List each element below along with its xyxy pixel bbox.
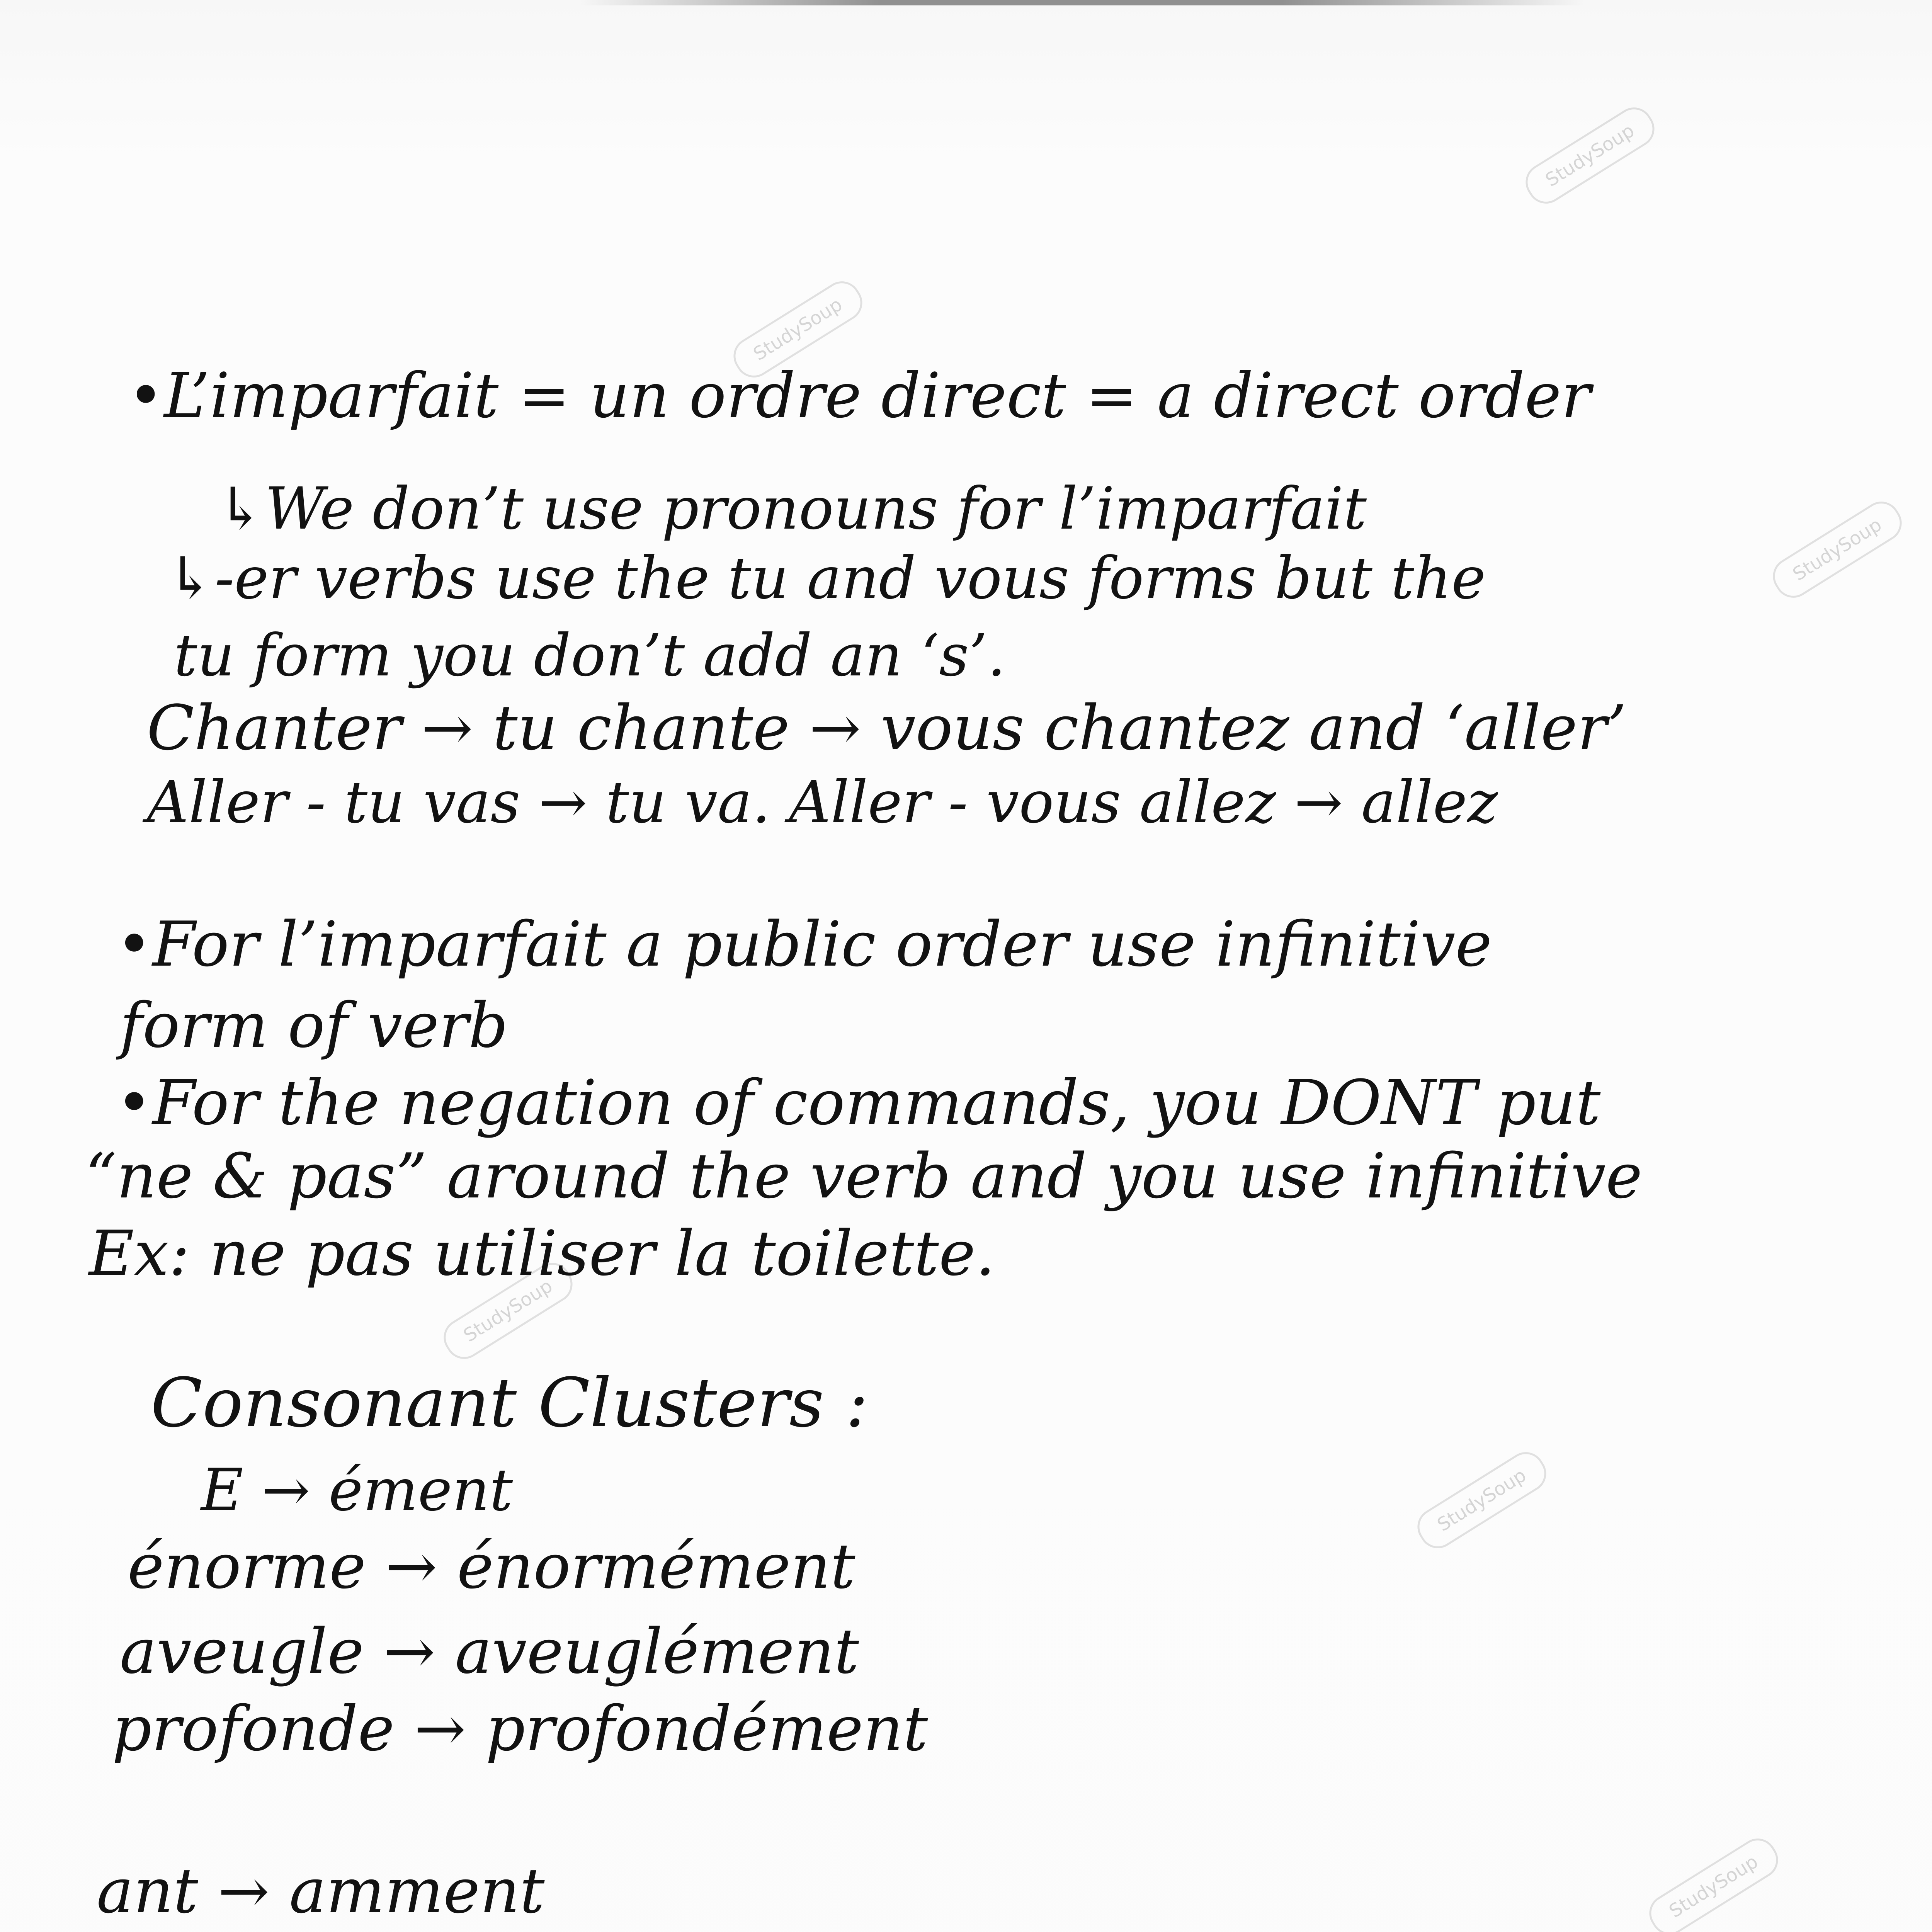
section-heading: Consonant Clusters : [151,1364,869,1442]
note-line: Chanter → tu chante → vous chantez and ‘aller’ [147,692,1627,764]
rule-line: ant → amment [97,1855,545,1927]
note-line: tu form you don’t add an ‘s’. [174,622,1006,689]
watermark-badge: StudySoup [726,274,869,384]
note-line: “ne & pas” around the verb and you use infinitive [85,1140,1643,1212]
watermark-badge: StudySoup [437,1256,579,1366]
watermark-badge: StudySoup [1519,100,1661,211]
note-line: ↳-er verbs use the tu and vous forms but the [166,545,1486,612]
note-line: Ex: ne pas utiliser la toilette. [89,1217,995,1289]
example-line: énorme → énormément [128,1530,855,1602]
watermark-badge: StudySoup [1410,1445,1553,1555]
watermark-badge: StudySoup [1766,495,1908,605]
example-line: profonde → profondément [112,1692,928,1765]
page-top-edge [580,0,1584,5]
note-line: form of verb [120,989,508,1061]
example-line: aveugle → aveuglément [120,1615,859,1687]
note-line: •For l’imparfait a public order use infinitive [116,908,1492,980]
note-line: •L’imparfait = un ordre direct = a direct order [128,359,1591,432]
note-line: Aller - tu vas → tu va. Aller - vous allez → allez [147,769,1498,836]
note-line: ↳We don’t use pronouns for l’imparfait [216,475,1367,543]
watermark-badge: StudySoup [1642,1832,1785,1932]
note-line: •For the negation of commands, you DONT put [116,1066,1601,1139]
rule-line: E → ément [201,1457,513,1524]
